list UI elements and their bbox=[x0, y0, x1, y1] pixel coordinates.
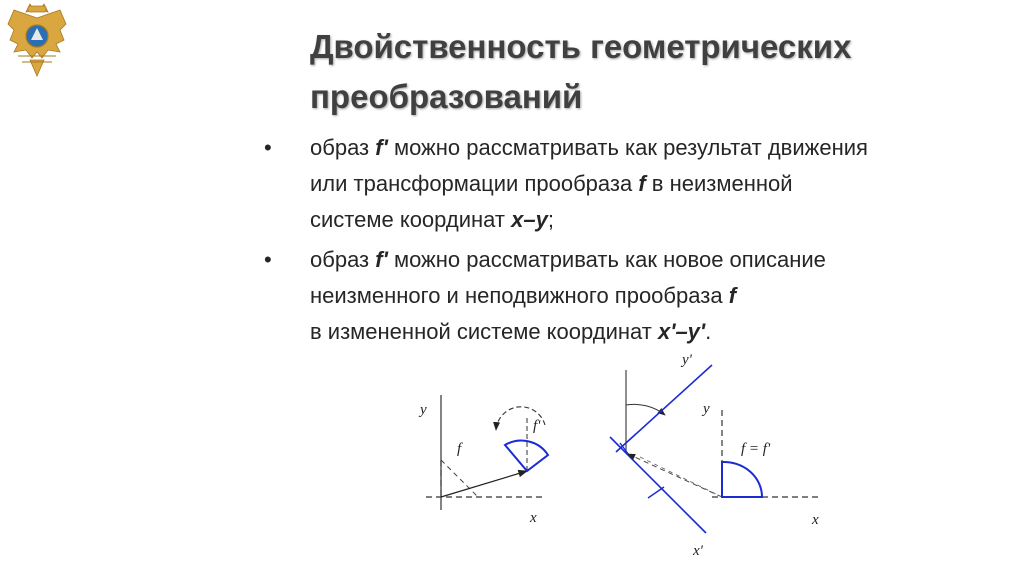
text-run: можно рассматривать как новое описание bbox=[387, 247, 826, 272]
math-symbol: f' bbox=[375, 247, 388, 272]
right-y-label: y bbox=[703, 401, 710, 417]
bullet-dot: • bbox=[264, 247, 272, 272]
text-run: можно рассматривать как результат движения bbox=[387, 135, 868, 160]
text-run: неизменного и неподвижного прообраза bbox=[310, 283, 729, 308]
right-yprime-label: y' bbox=[682, 352, 692, 368]
bullet-dot: • bbox=[264, 135, 272, 160]
math-symbol: x'–y' bbox=[657, 319, 706, 344]
text-run: . bbox=[705, 319, 712, 344]
text-run: или трансформации прообраза bbox=[310, 171, 639, 196]
right-diagram bbox=[610, 352, 822, 559]
left-translation-arrow bbox=[441, 471, 527, 497]
right-xprime-label: x' bbox=[693, 543, 703, 559]
left-diagram bbox=[418, 395, 548, 526]
left-fprime-label: f' bbox=[533, 418, 541, 434]
left-f-label: f bbox=[457, 441, 462, 457]
text-run: в измененной системе координат bbox=[310, 319, 658, 344]
math-symbol: f' bbox=[375, 135, 388, 160]
text-run: в неизменной bbox=[645, 171, 793, 196]
text-run: образ bbox=[310, 247, 376, 272]
left-x-label: x bbox=[530, 510, 537, 526]
right-x-label: x bbox=[812, 512, 819, 528]
text-run: системе координат bbox=[310, 207, 512, 232]
math-symbol: x–y bbox=[511, 207, 548, 232]
right-shape-f bbox=[722, 462, 762, 497]
text-run: ; bbox=[547, 207, 554, 232]
right-y-prime-axis bbox=[616, 365, 712, 452]
text-run: образ bbox=[310, 135, 376, 160]
left-y-label: y bbox=[420, 402, 427, 418]
page-title: Двойственность геометрических преобразований bbox=[310, 28, 852, 115]
right-eq-label: f = f' bbox=[741, 441, 771, 457]
math-symbol: f bbox=[728, 283, 737, 308]
right-x-prime-axis bbox=[610, 437, 706, 533]
math-symbol: f bbox=[638, 171, 646, 196]
